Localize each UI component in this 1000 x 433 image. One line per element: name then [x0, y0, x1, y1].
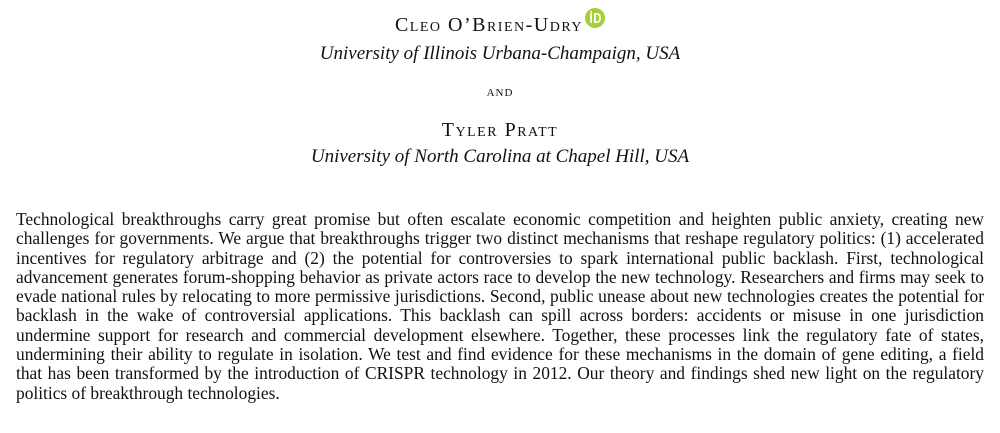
author-2-affiliation-block: [0, 145, 1000, 169]
orcid-icon[interactable]: [585, 8, 605, 28]
author-separator-block: [0, 83, 1000, 101]
author-2: [0, 118, 1000, 142]
author-2-name: Tyler Pratt: [441, 119, 559, 141]
author-1-name: Cleo O’Brien-Udry: [394, 14, 584, 36]
author-separator: and: [486, 84, 514, 100]
abstract-text: Technological breakthroughs carry great promise but often escalate economic competition and heighten public anxiety, creating new challenges for governments. We argue that breakthroughs trigger two distinct mechanisms that reshape regulatory politics: (1) accelerated incentives for regulatory arbitrage and (2) the potential for controversies to spark international public backlash. First, technological advancement generates forum-shopping behavior as private actors race to develop the new technology. Researchers and firms may seek to evade national rules by relocating to more permissive jurisdictions. Second, public unease about new technologies creates the potential for backlash in the wake of controversial applications. This backlash can spill across borders: accidents or misuse in one jurisdiction undermine support for research and commercial development elsewhere. Together, these processes link the regulatory fate of states, undermining their ability to regulate in isolation. We test and find evidence for these mechanisms in the domain of gene editing, a field that has been transformed by the introduction of CRISPR technology in 2012. Our theory and findings shed new light on the regulatory politics of breakthrough technologies.: [16, 209, 984, 403]
author-1-affiliation-block: [0, 42, 1000, 66]
author-1-affiliation: University of Illinois Urbana-Champaign, USA: [319, 43, 681, 64]
author-1: [0, 8, 1000, 37]
author-2-affiliation: University of North Carolina at Chapel Hill, USA: [310, 146, 690, 167]
